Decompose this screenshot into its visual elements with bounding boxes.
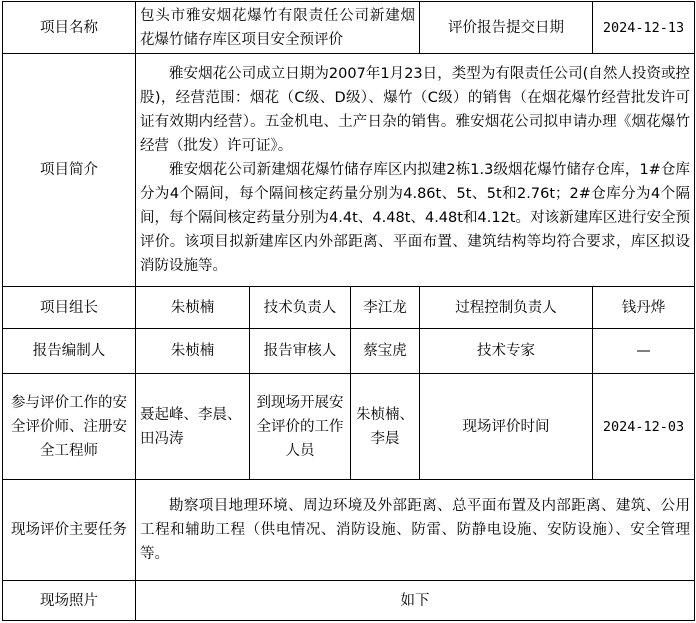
process-control-value: 钱丹烨 xyxy=(593,287,695,329)
project-intro-value xyxy=(136,54,695,287)
onsite-time-value: 2024-12-03 xyxy=(593,374,695,480)
row-main-tasks xyxy=(3,480,695,581)
report-reviewer-value: 蔡宝虎 xyxy=(351,329,420,374)
onsite-staff-label: 到现场开展安全评价的工作人员 xyxy=(250,374,351,480)
report-compiler-value: 朱桢楠 xyxy=(136,329,250,374)
project-intro-label: 项目简介 xyxy=(3,54,136,287)
report-reviewer-label: 报告审核人 xyxy=(250,329,351,374)
row-team-leader xyxy=(3,287,695,329)
row-evaluators xyxy=(3,374,695,480)
project-name-value: 包头市雅安烟花爆竹有限责任公司新建烟花爆竹储存库区项目安全预评价 xyxy=(136,2,420,54)
tech-expert-value: — xyxy=(593,329,695,374)
row-project-intro xyxy=(3,54,695,287)
site-photos-label: 现场照片 xyxy=(3,581,136,621)
tech-expert-label: 技术专家 xyxy=(420,329,593,374)
onsite-staff-value: 朱桢楠、李晨 xyxy=(351,374,420,480)
project-intro-paragraph-1: 雅安烟花公司成立日期为2007年1月23日，类型为有限责任公司(自然人投资或控股)，经营范围：烟花（C级、D级）、爆竹（C级）的销售（在烟花爆竹经营批发许可证有效期内经营）。五金机电、土产日杂的销售。雅安烟花公司拟申请办理《烟花爆竹经营（批发）许可证》。 xyxy=(140,66,691,154)
main-tasks-value xyxy=(136,480,695,581)
main-tasks-label: 现场评价主要任务 xyxy=(3,480,136,581)
evaluation-info-table xyxy=(2,1,695,621)
evaluators-value: 聂起峰、李晨、田冯涛 xyxy=(136,374,250,480)
tech-lead-value: 李江龙 xyxy=(351,287,420,329)
report-compiler-label: 报告编制人 xyxy=(3,329,136,374)
onsite-time-label: 现场评价时间 xyxy=(420,374,593,480)
process-control-label: 过程控制负责人 xyxy=(420,287,593,329)
row-site-photos xyxy=(3,581,695,621)
project-intro-paragraph-2: 雅安烟花公司新建烟花爆竹储存库区内拟建2栋1.3级烟花爆竹储存仓库，1#仓库分为4个隔间，每个隔间核定药量分别为4.86t、5t、5t和2.76t；2#仓库分为4个隔间，每个隔间核定药量分别为4.4t、4.48t、4.48t和4.12t。对该新建库区进行安全预评价。该项目拟新建库区内外部距离、平面布置、建筑结构等均符合要求，库区拟设消防设施等。 xyxy=(140,162,691,274)
tech-lead-label: 技术负责人 xyxy=(250,287,351,329)
report-date-label: 评价报告提交日期 xyxy=(420,2,593,54)
team-leader-label: 项目组长 xyxy=(3,287,136,329)
evaluators-label: 参与评价工作的安全评价师、注册安全工程师 xyxy=(3,374,136,480)
team-leader-value: 朱桢楠 xyxy=(136,287,250,329)
report-date-value: 2024-12-13 xyxy=(593,2,695,54)
row-report-compiler xyxy=(3,329,695,374)
project-name-label: 项目名称 xyxy=(3,2,136,54)
row-project-name xyxy=(3,2,695,54)
main-tasks-text: 勘察项目地理环境、周边环境及外部距离、总平面布置及内部距离、建筑、公用工程和辅助工程（供电情况、消防设施、防雷、防静电设施、安防设施）、安全管理等。 xyxy=(140,498,691,562)
site-photos-value: 如下 xyxy=(136,581,695,621)
